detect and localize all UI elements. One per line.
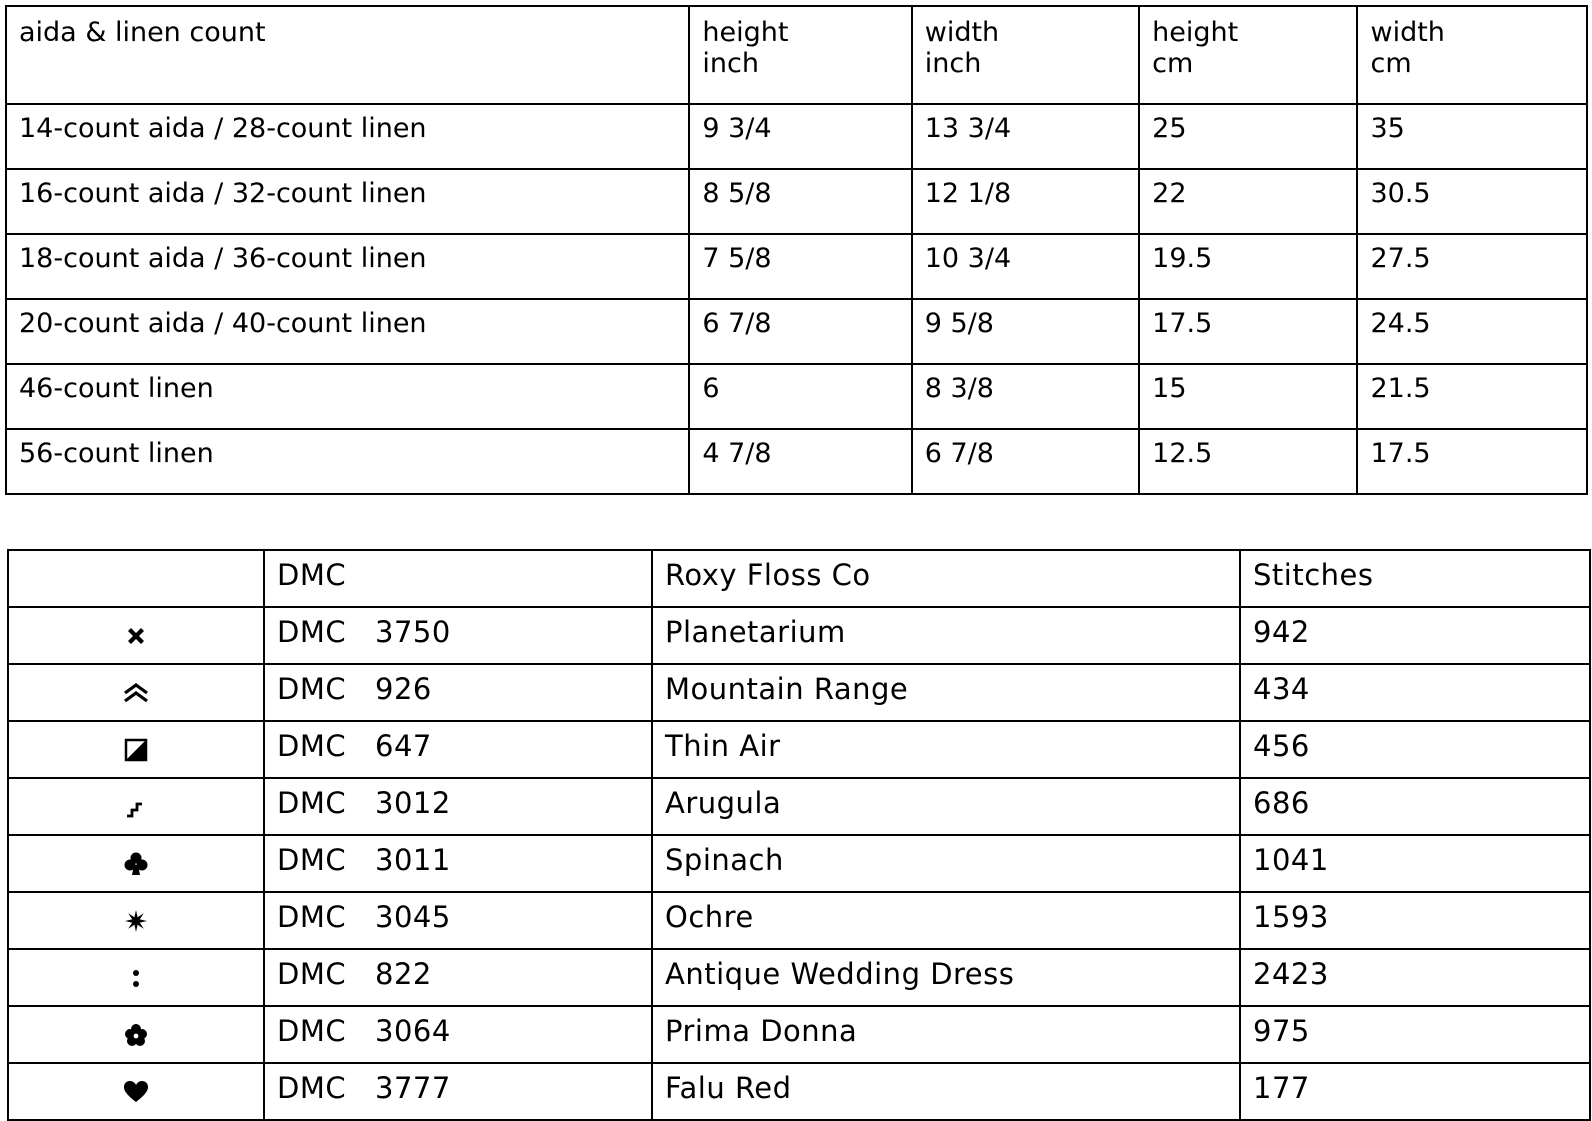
width-inch-cell: 6 7/8 [912,429,1139,494]
symbol-cell [8,778,264,835]
stitches-cell: 942 [1240,607,1590,664]
symbol-cell [8,835,264,892]
dmc-code: 3777 [375,1071,451,1105]
dmc-code: 3012 [375,786,451,820]
header-height-inch [689,6,911,104]
height-cm-cell: 25 [1139,104,1357,169]
header-stitches: Stitches [1240,550,1590,607]
dmc-cell [264,949,652,1006]
header-symbol [8,550,264,607]
stitches-cell: 686 [1240,778,1590,835]
height-inch-cell: 6 7/8 [689,299,911,364]
flower-icon [124,1023,148,1047]
height-cm-cell: 12.5 [1139,429,1357,494]
header-height-cm-line2: cm [1152,48,1194,79]
double-chevron-up-icon [123,682,149,704]
table-row [8,721,1590,778]
table-row [8,1006,1590,1063]
stitches-cell: 177 [1240,1063,1590,1120]
floss-header-row [8,550,1590,607]
table-row [8,778,1590,835]
table-row [6,104,1587,169]
header-count: aida & linen count [6,6,689,104]
symbol-cell [8,892,264,949]
roxy-name-cell: Arugula [652,778,1240,835]
table-row [6,169,1587,234]
dmc-brand: DMC [277,957,347,991]
header-width-cm-line1: width [1370,17,1445,48]
width-inch-cell: 13 3/4 [912,104,1139,169]
dmc-brand: DMC [277,672,347,706]
stitches-cell: 434 [1240,664,1590,721]
dmc-brand: DMC [277,900,347,934]
stitches-cell: 2423 [1240,949,1590,1006]
width-inch-cell: 10 3/4 [912,234,1139,299]
width-cm-cell: 21.5 [1357,364,1587,429]
table-row [6,234,1587,299]
roxy-name-cell: Antique Wedding Dress [652,949,1240,1006]
dmc-cell [264,721,652,778]
dmc-brand: DMC [277,729,347,763]
count-cell: 46-count linen [6,364,689,429]
dmc-brand: DMC [277,1014,347,1048]
floss-key-table [7,549,1591,1121]
header-height-cm-line1: height [1152,17,1239,48]
fabric-size-table [5,5,1588,495]
stitches-cell: 975 [1240,1006,1590,1063]
dmc-cell [264,835,652,892]
height-inch-cell: 6 [689,364,911,429]
width-cm-cell: 27.5 [1357,234,1587,299]
roxy-name-cell: Ochre [652,892,1240,949]
header-roxy-floss: Roxy Floss Co [652,550,1240,607]
table-row [6,299,1587,364]
dmc-code: 822 [375,957,432,991]
height-cm-cell: 17.5 [1139,299,1357,364]
width-inch-cell: 12 1/8 [912,169,1139,234]
club-icon [123,851,149,877]
dmc-code: 647 [375,729,432,763]
count-cell: 14-count aida / 28-count linen [6,104,689,169]
symbol-cell [8,949,264,1006]
width-inch-cell: 8 3/8 [912,364,1139,429]
dmc-cell [264,1006,652,1063]
header-width-inch-line1: width [924,17,1000,48]
table-row [8,949,1590,1006]
width-cm-cell: 30.5 [1357,169,1587,234]
header-height-inch-line1: height [702,17,789,48]
roxy-name-cell: Planetarium [652,607,1240,664]
header-width-cm-line2: cm [1370,48,1412,79]
count-cell: 16-count aida / 32-count linen [6,169,689,234]
roxy-name-cell: Prima Donna [652,1006,1240,1063]
header-width-inch [912,6,1139,104]
table-row [6,364,1587,429]
dmc-code: 926 [375,672,432,706]
height-cm-cell: 15 [1139,364,1357,429]
table-row [8,892,1590,949]
fabric-size-header-row [6,6,1587,104]
dmc-cell [264,778,652,835]
dmc-cell [264,664,652,721]
dmc-brand: DMC [277,615,347,649]
height-cm-cell: 22 [1139,169,1357,234]
header-width-inch-line2: inch [924,48,982,79]
count-cell: 56-count linen [6,429,689,494]
dmc-code: 3045 [375,900,451,934]
dmc-brand: DMC [277,786,347,820]
width-inch-cell: 9 5/8 [912,299,1139,364]
symbol-cell [8,1006,264,1063]
header-width-cm [1357,6,1587,104]
stitches-cell: 456 [1240,721,1590,778]
count-cell: 18-count aida / 36-count linen [6,234,689,299]
height-cm-cell: 19.5 [1139,234,1357,299]
height-inch-cell: 9 3/4 [689,104,911,169]
roxy-name-cell: Spinach [652,835,1240,892]
header-height-inch-line2: inch [702,48,759,79]
height-inch-cell: 4 7/8 [689,429,911,494]
symbol-cell [8,607,264,664]
stitches-cell: 1593 [1240,892,1590,949]
colon-icon [130,967,142,989]
height-inch-cell: 7 5/8 [689,234,911,299]
symbol-cell [8,721,264,778]
bold-x-icon [124,624,148,648]
width-cm-cell: 17.5 [1357,429,1587,494]
dmc-cell [264,892,652,949]
dmc-code: 3064 [375,1014,451,1048]
table-row [6,429,1587,494]
roxy-name-cell: Thin Air [652,721,1240,778]
width-cm-cell: 35 [1357,104,1587,169]
dmc-brand: DMC [277,843,347,877]
symbol-cell [8,664,264,721]
roxy-name-cell: Mountain Range [652,664,1240,721]
height-inch-cell: 8 5/8 [689,169,911,234]
dmc-cell [264,607,652,664]
count-cell: 20-count aida / 40-count linen [6,299,689,364]
table-row [8,664,1590,721]
roxy-name-cell: Falu Red [652,1063,1240,1120]
table-row [8,835,1590,892]
steps-icon [124,795,148,819]
half-filled-square-icon [124,738,148,762]
header-height-cm [1139,6,1357,104]
header-dmc: DMC [264,550,652,607]
stitches-cell: 1041 [1240,835,1590,892]
width-cm-cell: 24.5 [1357,299,1587,364]
starburst-icon [124,909,148,933]
dmc-code: 3011 [375,843,451,877]
table-row [8,607,1590,664]
dmc-code: 3750 [375,615,451,649]
dmc-brand: DMC [277,1071,347,1105]
